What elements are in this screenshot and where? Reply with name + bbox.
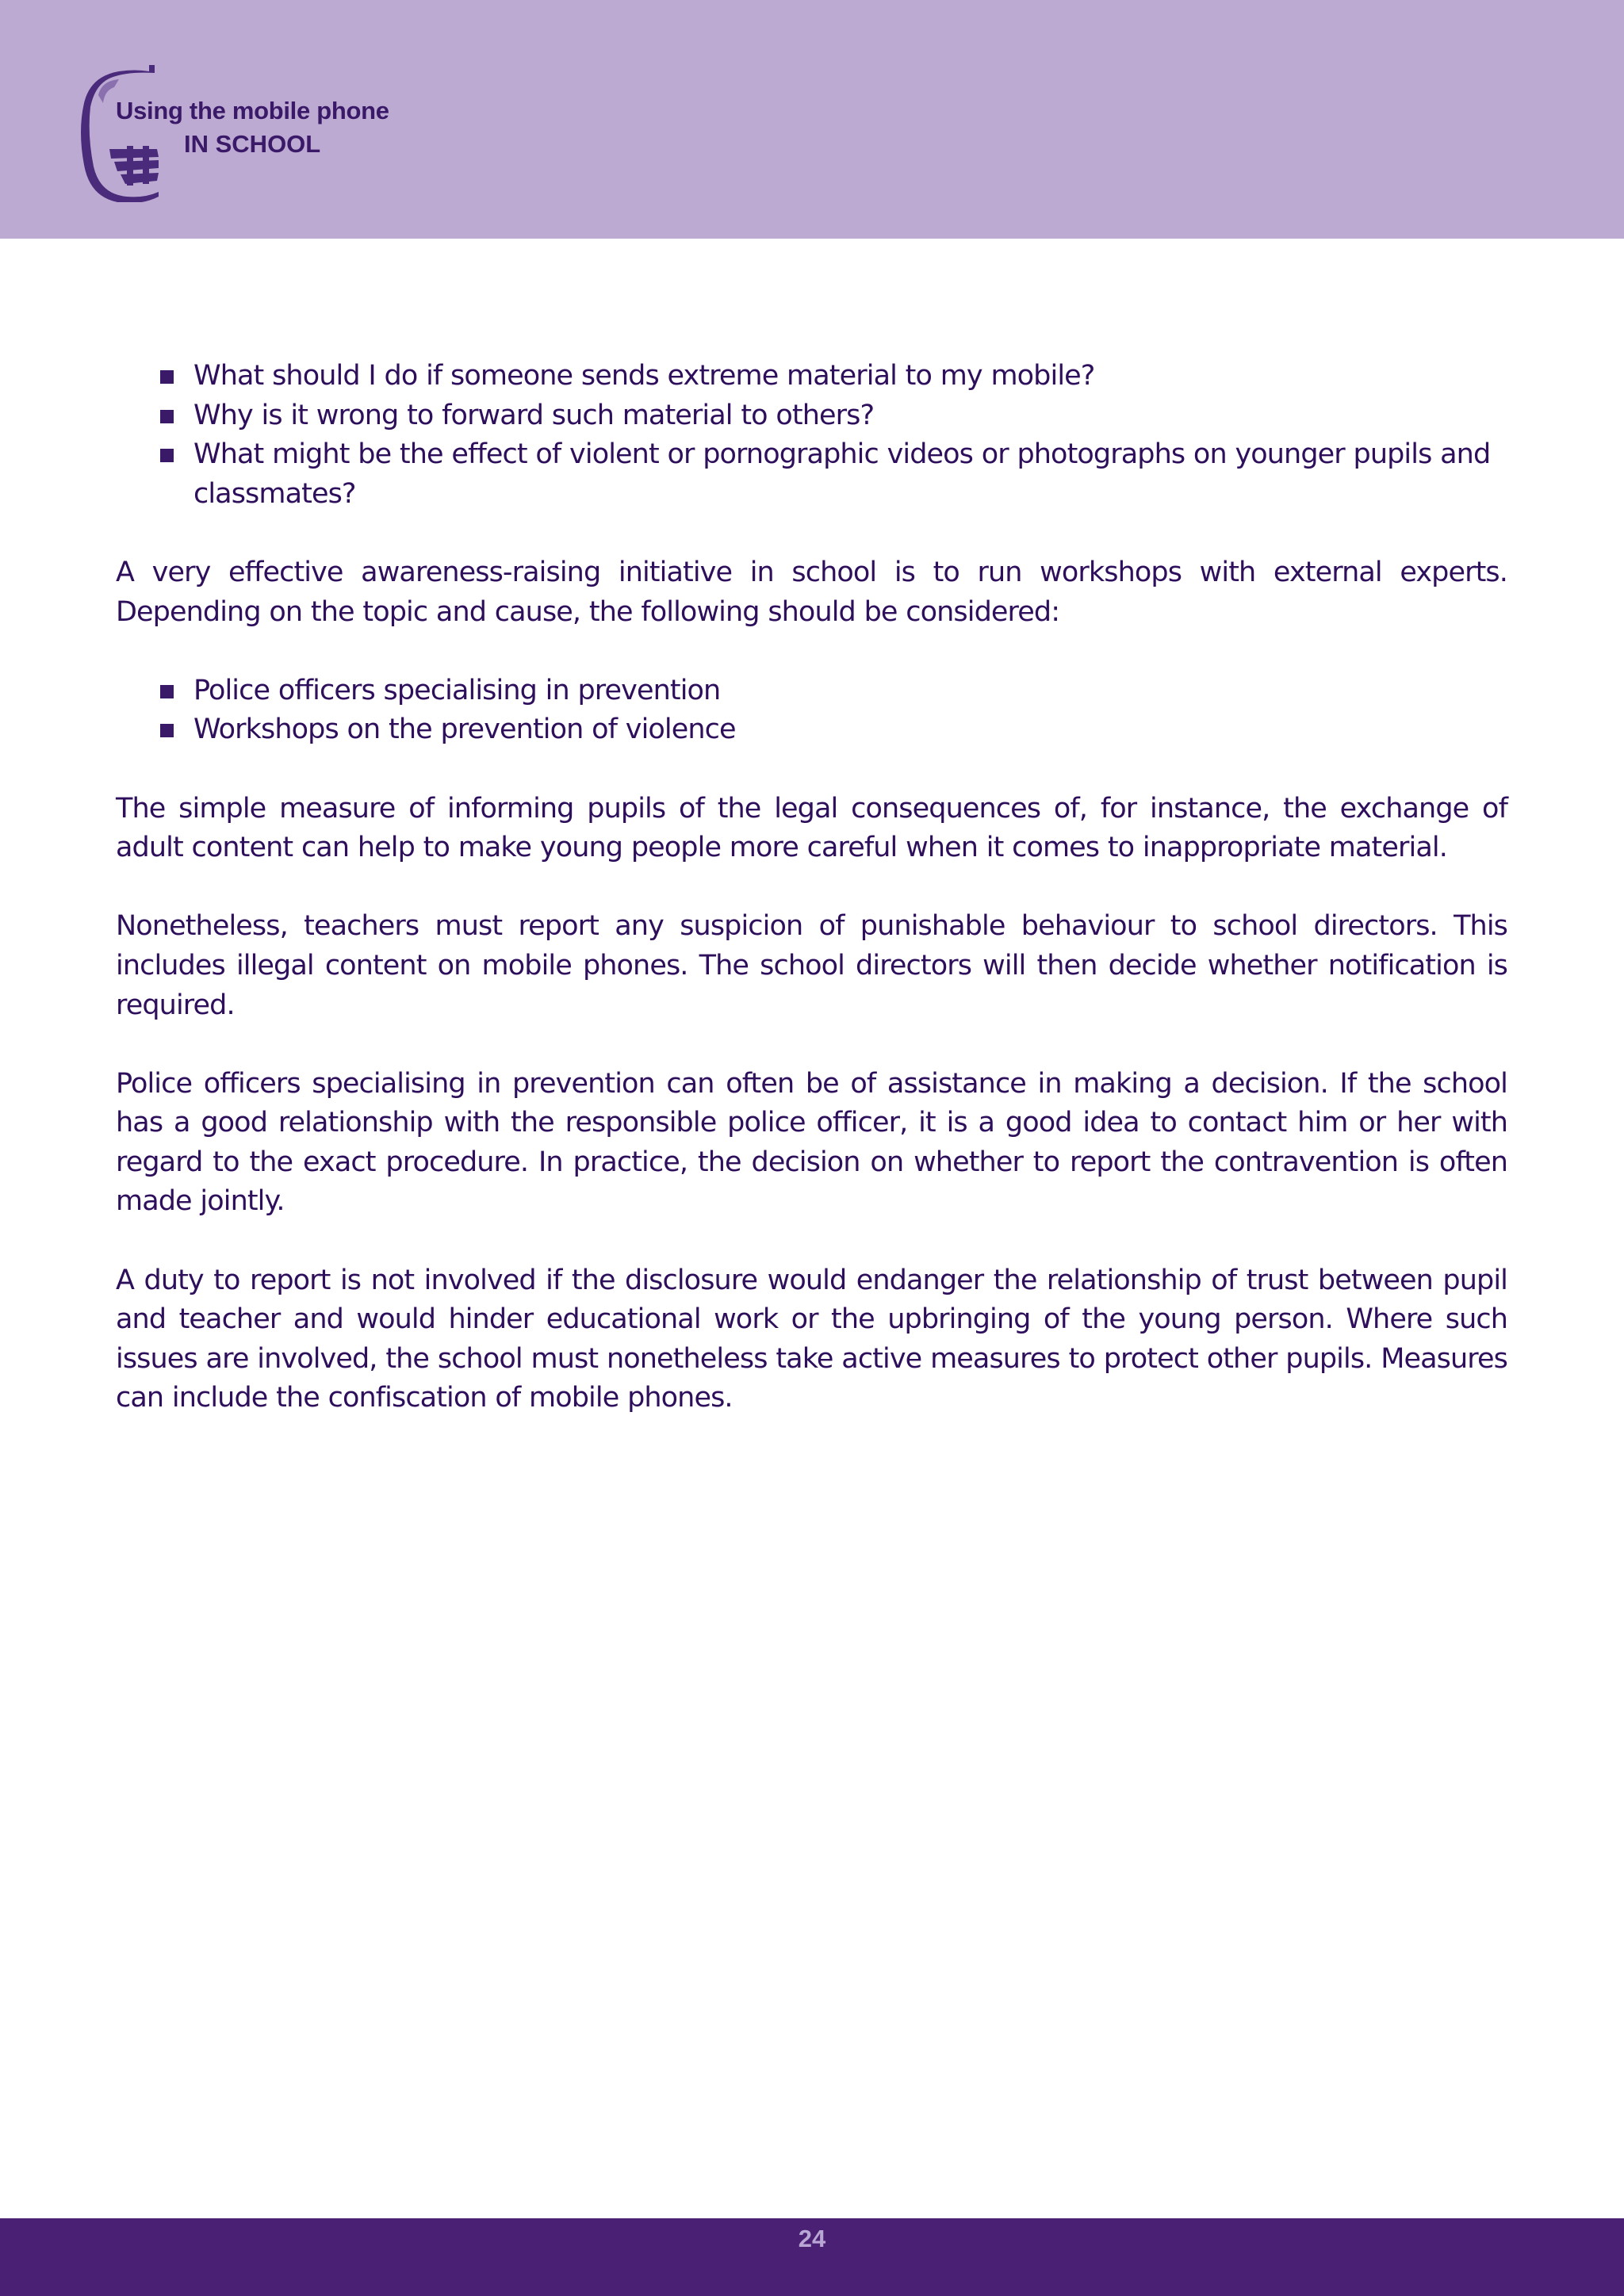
list-item: Police officers specialising in prevention — [193, 672, 1507, 711]
logo-title-line2: IN SCHOOL — [184, 130, 321, 158]
paragraph-police-officers: Police officers specialising in prevention can often be of assistance in making a decision. If the school has a good relationship with the responsible police officer, it is a good idea to contact him or her with regard to the exact procedure. In practice, the decision on whether to report the contravention is often made jointly. — [116, 1067, 1507, 1218]
mobile-phone-icon — [79, 63, 167, 202]
workshop-list — [116, 672, 1507, 750]
list-item: What might be the effect of violent or pornographic videos or photographs on younger pupils and classmates? — [193, 435, 1507, 514]
paragraph-reporting: Nonetheless, teachers must report any suspicion of punishable behaviour to school directors. This includes illegal content on mobile phones. The school directors will then decide whether notification is required. — [116, 910, 1507, 1021]
logo — [79, 63, 444, 206]
paragraph-legal-consequences: The simple measure of informing pupils of the legal consequences of, for instance, the exchange of adult content can help to make young people more careful when it comes to inappropriate material. — [116, 792, 1507, 864]
list-item: What should I do if someone sends extreme material to my mobile? — [193, 357, 1507, 396]
paragraph-duty-to-report: A duty to report is not involved if the disclosure would endanger the relationship of trust between pupil and teacher and would hinder educational work or the upbringing of the young person. Where such issues are involved, the school must nonetheless take active measures to protect other pupils. Measures can include the confiscation of mobile phones. — [116, 1264, 1507, 1414]
list-item: Why is it wrong to forward such material to others? — [193, 396, 1507, 436]
paragraph-workshops: A very effective awareness-raising initiative in school is to run workshops with external experts. Depending on the topic and cause, the following should be considered: — [116, 556, 1507, 628]
list-item: Workshops on the prevention of violence — [193, 710, 1507, 750]
page-number: 24 — [798, 2225, 826, 2252]
logo-title-line1: Using the mobile phone — [116, 97, 389, 124]
question-list — [116, 357, 1507, 514]
main-content — [116, 357, 1507, 1418]
